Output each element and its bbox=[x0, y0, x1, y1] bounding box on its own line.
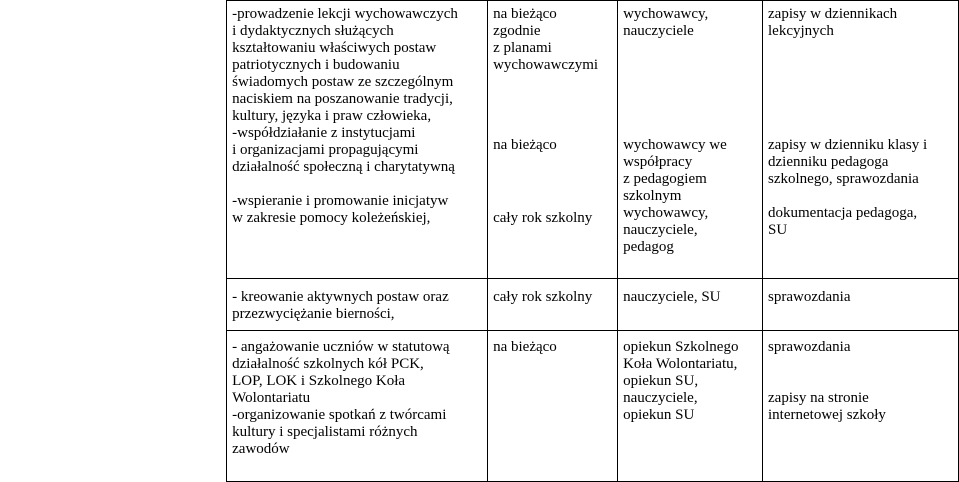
timing-item bbox=[493, 6, 617, 74]
evidence-item bbox=[768, 6, 958, 40]
text-line: szkolnego, sprawozdania bbox=[768, 171, 919, 187]
activity-cell bbox=[227, 279, 488, 331]
text-line: LOP, LOK i Szkolnego Koła bbox=[232, 373, 406, 389]
text-line: kształtowaniu właściwych postaw bbox=[232, 40, 437, 56]
text-line: -współdziałanie z instytucjami bbox=[232, 125, 416, 141]
text-line: Wolontariatu bbox=[232, 390, 311, 406]
activity-item bbox=[232, 289, 485, 323]
text-line: współpracy bbox=[623, 154, 693, 170]
evidence-cell bbox=[763, 1, 959, 279]
text-line: nauczyciele, SU bbox=[623, 289, 721, 305]
evidence-item bbox=[768, 137, 958, 188]
activity-item bbox=[232, 407, 485, 458]
text-line: cały rok szkolny bbox=[493, 289, 593, 305]
text-line: zapisy w dzienniku klasy i bbox=[768, 137, 928, 153]
text-line: - angażowanie uczniów w statutową bbox=[232, 339, 450, 355]
text-line: lekcyjnych bbox=[768, 23, 834, 39]
evidence-cell bbox=[763, 279, 959, 331]
table-row bbox=[0, 331, 959, 482]
text-line: nauczyciele, bbox=[623, 222, 698, 238]
text-line: z planami bbox=[493, 40, 552, 56]
activity-cell bbox=[227, 331, 488, 482]
responsible-cell bbox=[618, 279, 763, 331]
responsible-item bbox=[623, 137, 762, 205]
text-line: opiekun Szkolnego bbox=[623, 339, 739, 355]
evidence-item bbox=[768, 205, 958, 239]
text-line: kultury i specjalistami różnych bbox=[232, 424, 418, 440]
text-line: i dydaktycznych służących bbox=[232, 23, 394, 39]
text-line: w zakresie pomocy koleżeńskiej, bbox=[232, 210, 431, 226]
text-line: -organizowanie spotkań z twórcami bbox=[232, 407, 447, 423]
text-line: na bieżąco bbox=[493, 6, 557, 22]
text-line: dokumentacja pedagoga, bbox=[768, 205, 918, 221]
blank-margin-cell bbox=[0, 331, 227, 482]
text-line: Koła Wolontariatu, bbox=[623, 356, 738, 372]
text-line: cały rok szkolny bbox=[493, 210, 593, 226]
text-line: SU bbox=[768, 222, 788, 238]
text-line: wychowawcy, bbox=[623, 6, 709, 22]
responsible-item bbox=[623, 205, 762, 256]
text-line: opiekun SU, bbox=[623, 373, 699, 389]
text-line: zgodnie bbox=[493, 23, 541, 39]
timing-item bbox=[493, 289, 617, 306]
timing-item bbox=[493, 339, 617, 356]
text-line: nauczyciele bbox=[623, 23, 694, 39]
blank-margin-cell bbox=[0, 1, 227, 279]
text-line: internetowej szkoły bbox=[768, 407, 886, 423]
text-line: działalność szkolnych kół PCK, bbox=[232, 356, 424, 372]
table-row bbox=[0, 1, 959, 279]
activity-item bbox=[232, 6, 485, 125]
text-line: dzienniku pedagoga bbox=[768, 154, 889, 170]
activity-item bbox=[232, 125, 485, 176]
text-line: z pedagogiem bbox=[623, 171, 707, 187]
text-line: zawodów bbox=[232, 441, 290, 457]
text-line: i organizacjami propagującymi bbox=[232, 142, 419, 158]
text-line: wychowawcy, bbox=[623, 205, 709, 221]
responsible-item bbox=[623, 6, 762, 40]
text-line: zapisy na stronie bbox=[768, 390, 869, 406]
text-line: świadomych postaw ze szczególnym bbox=[232, 74, 454, 90]
text-line: na bieżąco bbox=[493, 137, 557, 153]
evidence-item bbox=[768, 289, 958, 306]
text-line: kultury, języka i praw człowieka, bbox=[232, 108, 432, 124]
activity-item bbox=[232, 339, 485, 407]
timing-cell bbox=[488, 331, 618, 482]
text-line: pedagog bbox=[623, 239, 674, 255]
text-line: działalność społeczną i charytatywną bbox=[232, 159, 455, 175]
text-line: na bieżąco bbox=[493, 339, 557, 355]
text-line: -wspieranie i promowanie inicjatyw bbox=[232, 193, 449, 209]
text-line: wychowawczymi bbox=[493, 57, 599, 73]
responsible-item bbox=[623, 289, 762, 306]
evidence-cell bbox=[763, 331, 959, 482]
activity-cell bbox=[227, 1, 488, 279]
text-line: zapisy w dziennikach bbox=[768, 6, 898, 22]
text-line: -prowadzenie lekcji wychowawczych bbox=[232, 6, 458, 22]
timing-item bbox=[493, 210, 617, 227]
timing-cell bbox=[488, 1, 618, 279]
responsible-cell bbox=[618, 331, 763, 482]
timing-cell bbox=[488, 279, 618, 331]
text-line: nauczyciele, bbox=[623, 390, 698, 406]
text-line: opiekun SU bbox=[623, 407, 695, 423]
text-line: - kreowanie aktywnych postaw oraz bbox=[232, 289, 449, 305]
text-line: przezwyciężanie bierności, bbox=[232, 306, 395, 322]
text-line: sprawozdania bbox=[768, 289, 851, 305]
timing-item bbox=[493, 137, 617, 154]
activity-item bbox=[232, 193, 485, 227]
responsible-item bbox=[623, 339, 762, 424]
evidence-item bbox=[768, 390, 958, 424]
text-line: naciskiem na poszanowanie tradycji, bbox=[232, 91, 453, 107]
text-line: szkolnym bbox=[623, 188, 682, 204]
blank-margin-cell bbox=[0, 279, 227, 331]
text-line: wychowawcy we bbox=[623, 137, 727, 153]
text-line: sprawozdania bbox=[768, 339, 851, 355]
responsible-cell bbox=[618, 1, 763, 279]
table-row bbox=[0, 279, 959, 331]
evidence-item bbox=[768, 339, 958, 356]
text-line: patriotycznych i budowaniu bbox=[232, 57, 400, 73]
